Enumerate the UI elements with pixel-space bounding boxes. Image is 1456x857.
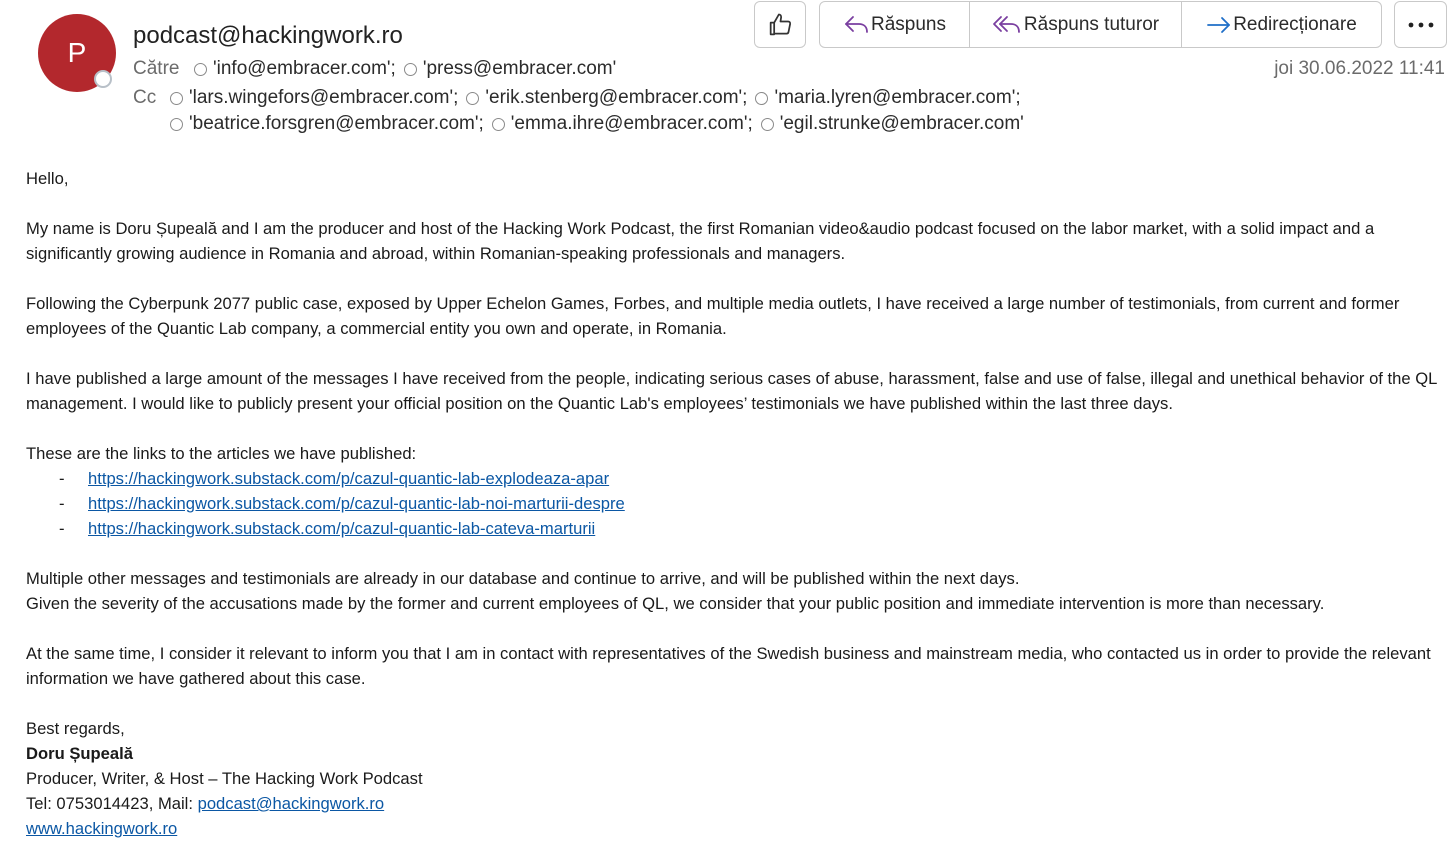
signature-title: Producer, Writer, & Host – The Hacking Work Podcast: [26, 769, 423, 788]
more-actions-button[interactable]: [1394, 1, 1447, 48]
paragraph-severity: Given the severity of the accusations made by the former and current employees of QL, we consider that your public position and immediate intervention is more than necessary.: [26, 594, 1325, 613]
to-label: Către: [133, 58, 180, 79]
paragraph-intro: My name is Doru Șupeală and I am the producer and host of the Hacking Work Podcast, the first Romanian video&audio podcast focused on the labor market, with a solid impact and a significantly growing audience in Romania and abroad, within Romanian-speaking professionals and managers.: [26, 219, 1375, 263]
cc-recipients-line1: [170, 87, 1029, 109]
reply-icon: [843, 13, 871, 37]
recipient-address: 'maria.lyren@embracer.com';: [774, 87, 1021, 108]
sender-avatar[interactable]: P: [38, 14, 116, 92]
reply-all-label: Răspuns tuturor: [1023, 13, 1160, 35]
recipient-chip[interactable]: [194, 58, 404, 80]
recipient-chip[interactable]: [466, 87, 755, 109]
greeting: Hello,: [26, 169, 69, 188]
recipient-address: 'press@embracer.com': [422, 58, 617, 79]
reply-button[interactable]: [820, 2, 969, 47]
presence-status-icon: [94, 70, 112, 88]
reply-all-button[interactable]: [969, 2, 1181, 47]
presence-circle-icon: [170, 92, 183, 105]
recipient-chip[interactable]: [492, 113, 761, 135]
thumbs-up-icon: [766, 11, 794, 39]
paragraph-more-testimonials: Multiple other messages and testimonials are already in our database and continue to arrive, and will be published within the next days.: [26, 569, 1020, 588]
recipient-chip[interactable]: [170, 113, 492, 135]
reply-all-icon: [992, 13, 1024, 37]
sent-date: joi 30.06.2022 11:41: [1274, 58, 1445, 79]
recipient-address: 'lars.wingefors@embracer.com';: [189, 87, 459, 108]
recipient-address: 'erik.stenberg@embracer.com';: [485, 87, 748, 108]
message-header: [0, 0, 1456, 150]
list-item: - https://hackingwork.substack.com/p/cazul-quantic-lab-noi-marturii-despre: [26, 491, 1442, 516]
recipient-chip[interactable]: [755, 87, 1028, 109]
reply-button-group: [819, 1, 1382, 48]
article-link[interactable]: https://hackingwork.substack.com/p/cazul-quantic-lab-explodeaza-apar: [88, 469, 610, 488]
article-link[interactable]: https://hackingwork.substack.com/p/cazul-quantic-lab-noi-marturii-despre: [88, 494, 625, 513]
signature-website-link[interactable]: www.hackingwork.ro: [26, 819, 178, 838]
signature-contact: Tel: 0753014423, Mail: podcast@hackingwork.ro: [26, 794, 385, 813]
article-links-list: [26, 466, 1442, 541]
signature-email-link[interactable]: podcast@hackingwork.ro: [197, 794, 385, 813]
recipient-chip[interactable]: [170, 87, 466, 109]
presence-circle-icon: [466, 92, 479, 105]
reply-label: Răspuns: [871, 13, 946, 35]
signoff: Best regards,: [26, 719, 125, 738]
list-item: - https://hackingwork.substack.com/p/cazul-quantic-lab-cateva-marturii: [26, 516, 1442, 541]
presence-circle-icon: [404, 63, 417, 76]
signature-web: [26, 816, 1442, 841]
paragraph-case: Following the Cyberpunk 2077 public case, exposed by Upper Echelon Games, Forbes, and multiple media outlets, I have received a large number of testimonials, from current and former employees of the Quantic Lab company, a commercial entity you own and operate, in Romania.: [26, 294, 1400, 338]
links-intro: These are the links to the articles we have published:: [26, 444, 417, 463]
presence-circle-icon: [492, 118, 505, 131]
to-recipients: [194, 58, 624, 80]
more-dots-icon: [1408, 21, 1434, 29]
cc-recipients-line2: [170, 113, 1032, 135]
recipient-chip[interactable]: [761, 113, 1032, 135]
recipient-chip[interactable]: [404, 58, 624, 80]
recipient-address: 'info@embracer.com';: [213, 58, 396, 79]
message-body: [26, 166, 1442, 841]
recipient-address: 'egil.strunke@embracer.com': [779, 113, 1024, 134]
forward-button[interactable]: [1181, 2, 1380, 47]
like-button[interactable]: [754, 1, 806, 48]
paragraph-publication: I have published a large amount of the messages I have received from the people, indicating serious cases of abuse, harassment, false and use of false, illegal and unethical behavior of the QL management. I would like to publicly present your official position on the Quantic Lab's employees’ testimonials we have published within the last three days.: [26, 369, 1437, 413]
recipient-address: 'emma.ihre@embracer.com';: [510, 113, 753, 134]
presence-circle-icon: [761, 118, 774, 131]
sender-address[interactable]: podcast@hackingwork.ro: [133, 22, 403, 49]
paragraph-media-contact: At the same time, I consider it relevant to inform you that I am in contact with representatives of the Swedish business and mainstream media, who contacted us in order to provide the relevant information we have gathered about this case.: [26, 644, 1431, 688]
cc-label: Cc: [133, 87, 157, 108]
signature-name: Doru Șupeală: [26, 744, 133, 763]
presence-circle-icon: [755, 92, 768, 105]
forward-arrow-icon: [1205, 13, 1233, 37]
list-item: - https://hackingwork.substack.com/p/cazul-quantic-lab-explodeaza-apar: [26, 466, 1442, 491]
forward-label: Redirecționare: [1233, 13, 1357, 35]
recipient-address: 'beatrice.forsgren@embracer.com';: [189, 113, 484, 134]
presence-circle-icon: [170, 118, 183, 131]
presence-circle-icon: [194, 63, 207, 76]
article-link[interactable]: https://hackingwork.substack.com/p/cazul-quantic-lab-cateva-marturii: [88, 519, 596, 538]
